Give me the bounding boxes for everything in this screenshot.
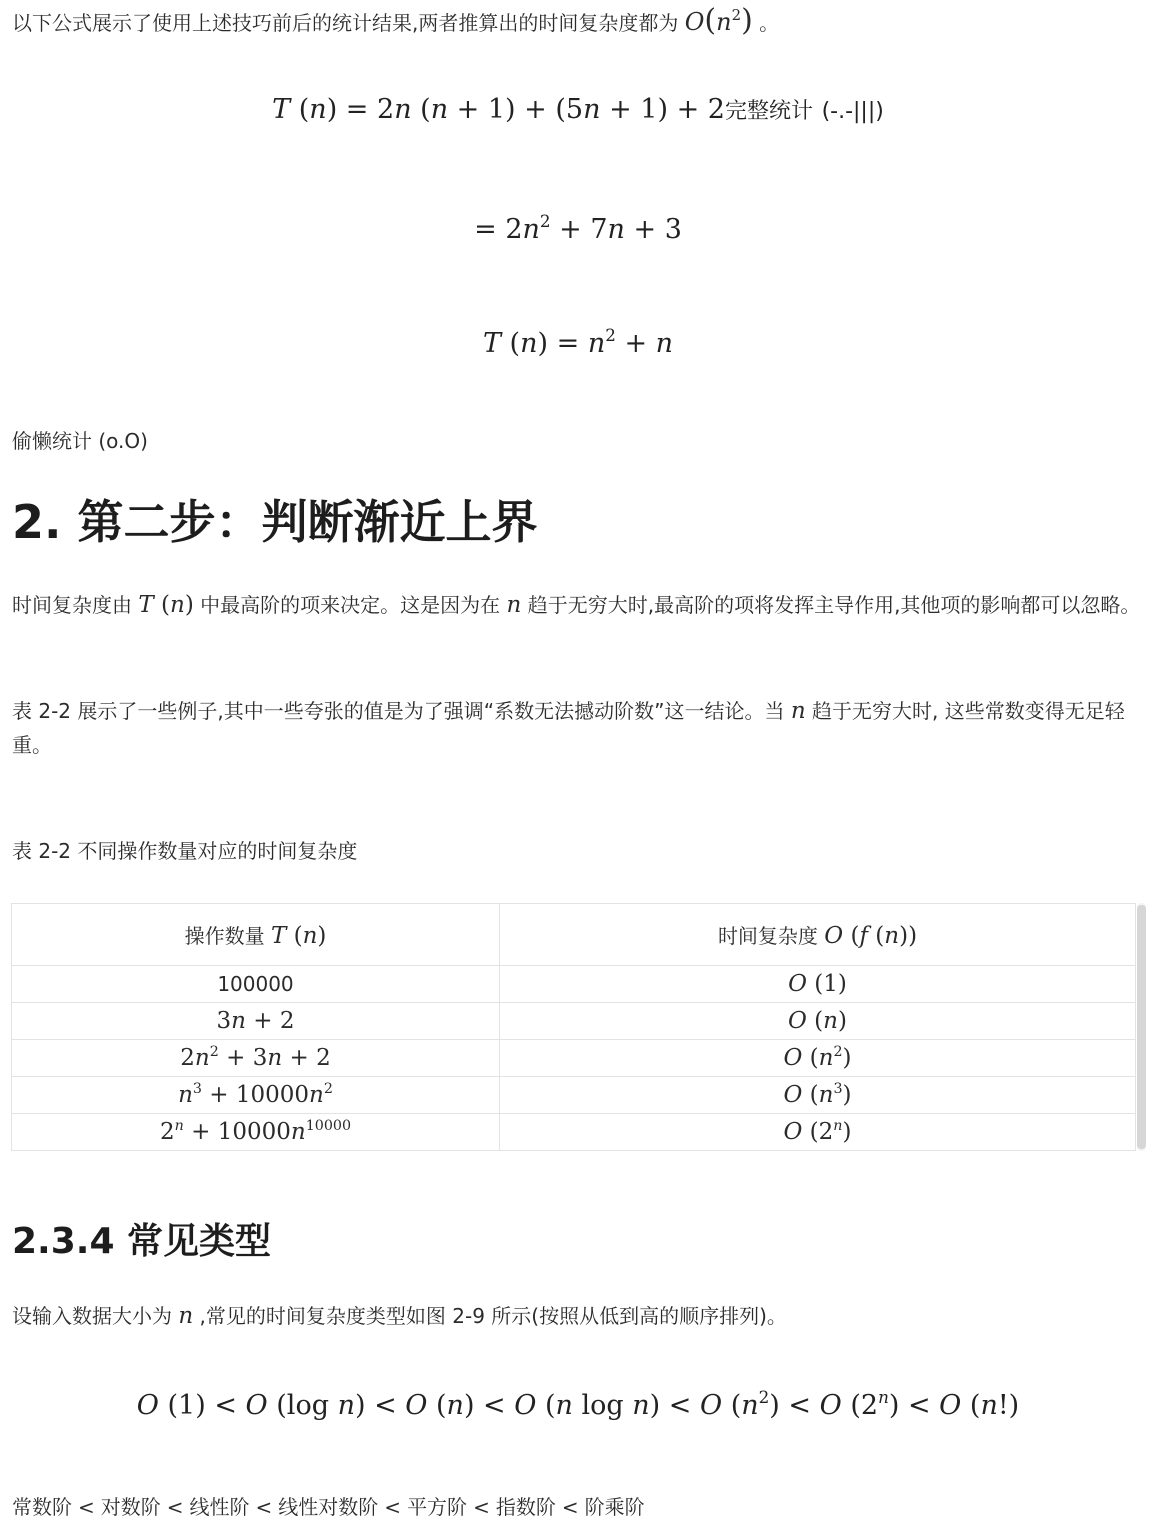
order-name-exponential: 指数阶: [495, 1495, 556, 1519]
order-sep: <: [78, 1495, 95, 1519]
order-name-factorial: 阶乘阶: [584, 1495, 645, 1519]
formula-complexity-order: O (1) < O (log n) < O (n) < O (n log n) < O $(n^2) < O$ $(2^n) < O$ (n!): [136, 1387, 1020, 1421]
formula-full-label: 完整统计: [724, 99, 813, 124]
intro-paragraph: [12, 4, 1142, 40]
para-common-math-n: n: [178, 1303, 194, 1329]
header-ops-label: 操作数量: [184, 924, 265, 948]
complexity-table: [11, 903, 1136, 1151]
para-highest-text-1: 时间复杂度由: [12, 593, 132, 617]
para-highest-math-t: T (n): [138, 592, 194, 618]
order-name-log: 对数阶: [100, 1495, 161, 1519]
header-complexity: [500, 904, 1136, 966]
para-common-text-1: 设输入数据大小为: [12, 1304, 172, 1328]
table-row: [12, 1114, 1136, 1151]
formula-full-count: T (n) = 2n (n + 1) + (5n + 1) + 2完整统计 (-.-|||): [272, 94, 884, 125]
order-name-linear-log: 线性对数阶: [278, 1495, 379, 1519]
header-complexity-label: 时间复杂度: [717, 924, 818, 948]
table-scrollbar[interactable]: [1137, 903, 1146, 1151]
table-scrollbar-thumb[interactable]: [1137, 905, 1146, 1149]
cell-ops: $2n^2 + 3n + 2$: [12, 1040, 500, 1077]
header-ops-math: T (n): [270, 923, 327, 949]
order-sep: <: [384, 1495, 402, 1519]
cell-complexity: O $(n^3)$: [500, 1077, 1136, 1114]
order-sep: <: [561, 1495, 579, 1519]
complexity-table-container: [11, 903, 1145, 1151]
cell-complexity: O $(n^2)$: [500, 1040, 1136, 1077]
table-row: [12, 1040, 1136, 1077]
cell-ops: $n^3 + 10000n^2$: [12, 1077, 500, 1114]
para-common-text-2: ,常见的时间复杂度类型如图 2-9 所示(按照从低到高的顺序排列)。: [199, 1304, 787, 1328]
para-table-text-1: 表 2-2 展示了一些例子,其中一些夸张的值是为了强调“系数无法撼动阶数”这一结论。当: [12, 699, 785, 723]
intro-text: 以下公式展示了使用上述技巧前后的统计结果,两者推算出的时间复杂度都为: [12, 11, 679, 35]
cell-complexity: O (n): [500, 1003, 1136, 1040]
intro-math: $O(n^2)$: [684, 3, 753, 38]
paragraph-table-intro: [12, 694, 1142, 762]
formula-full-emoticon: (-.-|||): [821, 99, 884, 124]
cell-ops: $2^n + 10000n^{10000}$: [12, 1114, 500, 1151]
paragraph-common-types: [12, 1299, 1142, 1333]
para-table-text-2: 趋于无穷大时, 这些常数变得无足轻重。: [12, 699, 1125, 757]
para-highest-text-3: 趋于无穷大时,最高阶的项将发挥主导作用,其他项的影响都可以忽略。: [527, 593, 1141, 617]
lazy-count-label: 偷懒统计 (o.O): [12, 429, 148, 453]
order-sep: <: [255, 1495, 273, 1519]
order-sep: <: [166, 1495, 184, 1519]
order-name-quadratic: 平方阶: [407, 1495, 468, 1519]
cell-complexity: O (1): [500, 966, 1136, 1003]
header-ops-count: [12, 904, 500, 966]
order-name-constant: 常数阶: [12, 1495, 72, 1519]
order-sep: <: [473, 1495, 490, 1519]
cell-ops: 3n + 2: [12, 1003, 500, 1040]
table-row: [12, 1003, 1136, 1040]
formula-lazy-count: T $(n) = n^2 + n$: [482, 325, 674, 359]
cell-ops: 100000: [12, 966, 500, 1003]
complexity-order-names: [12, 1490, 1142, 1524]
table-row: [12, 966, 1136, 1003]
formula-full-result: = $2n^2 + 7n + 3$: [474, 211, 682, 245]
heading-step2: 2. 第二步：判断渐近上界: [12, 495, 538, 549]
cell-complexity: O (2$^n$): [500, 1114, 1136, 1151]
para-highest-text-2: 中最高阶的项来决定。这是因为在: [200, 593, 501, 617]
heading-common-types: 2.3.4 常见类型: [12, 1221, 272, 1262]
table-caption: 表 2-2 不同操作数量对应的时间复杂度: [12, 839, 358, 863]
order-name-linear: 线性阶: [189, 1495, 250, 1519]
header-complexity-math: O (f (n)): [824, 923, 918, 949]
para-highest-math-n: n: [506, 592, 522, 618]
paragraph-highest-order: [12, 588, 1142, 622]
table-row: [12, 1077, 1136, 1114]
para-table-math-n: n: [790, 698, 806, 724]
intro-end: 。: [759, 11, 780, 35]
table-header-row: [12, 904, 1136, 966]
